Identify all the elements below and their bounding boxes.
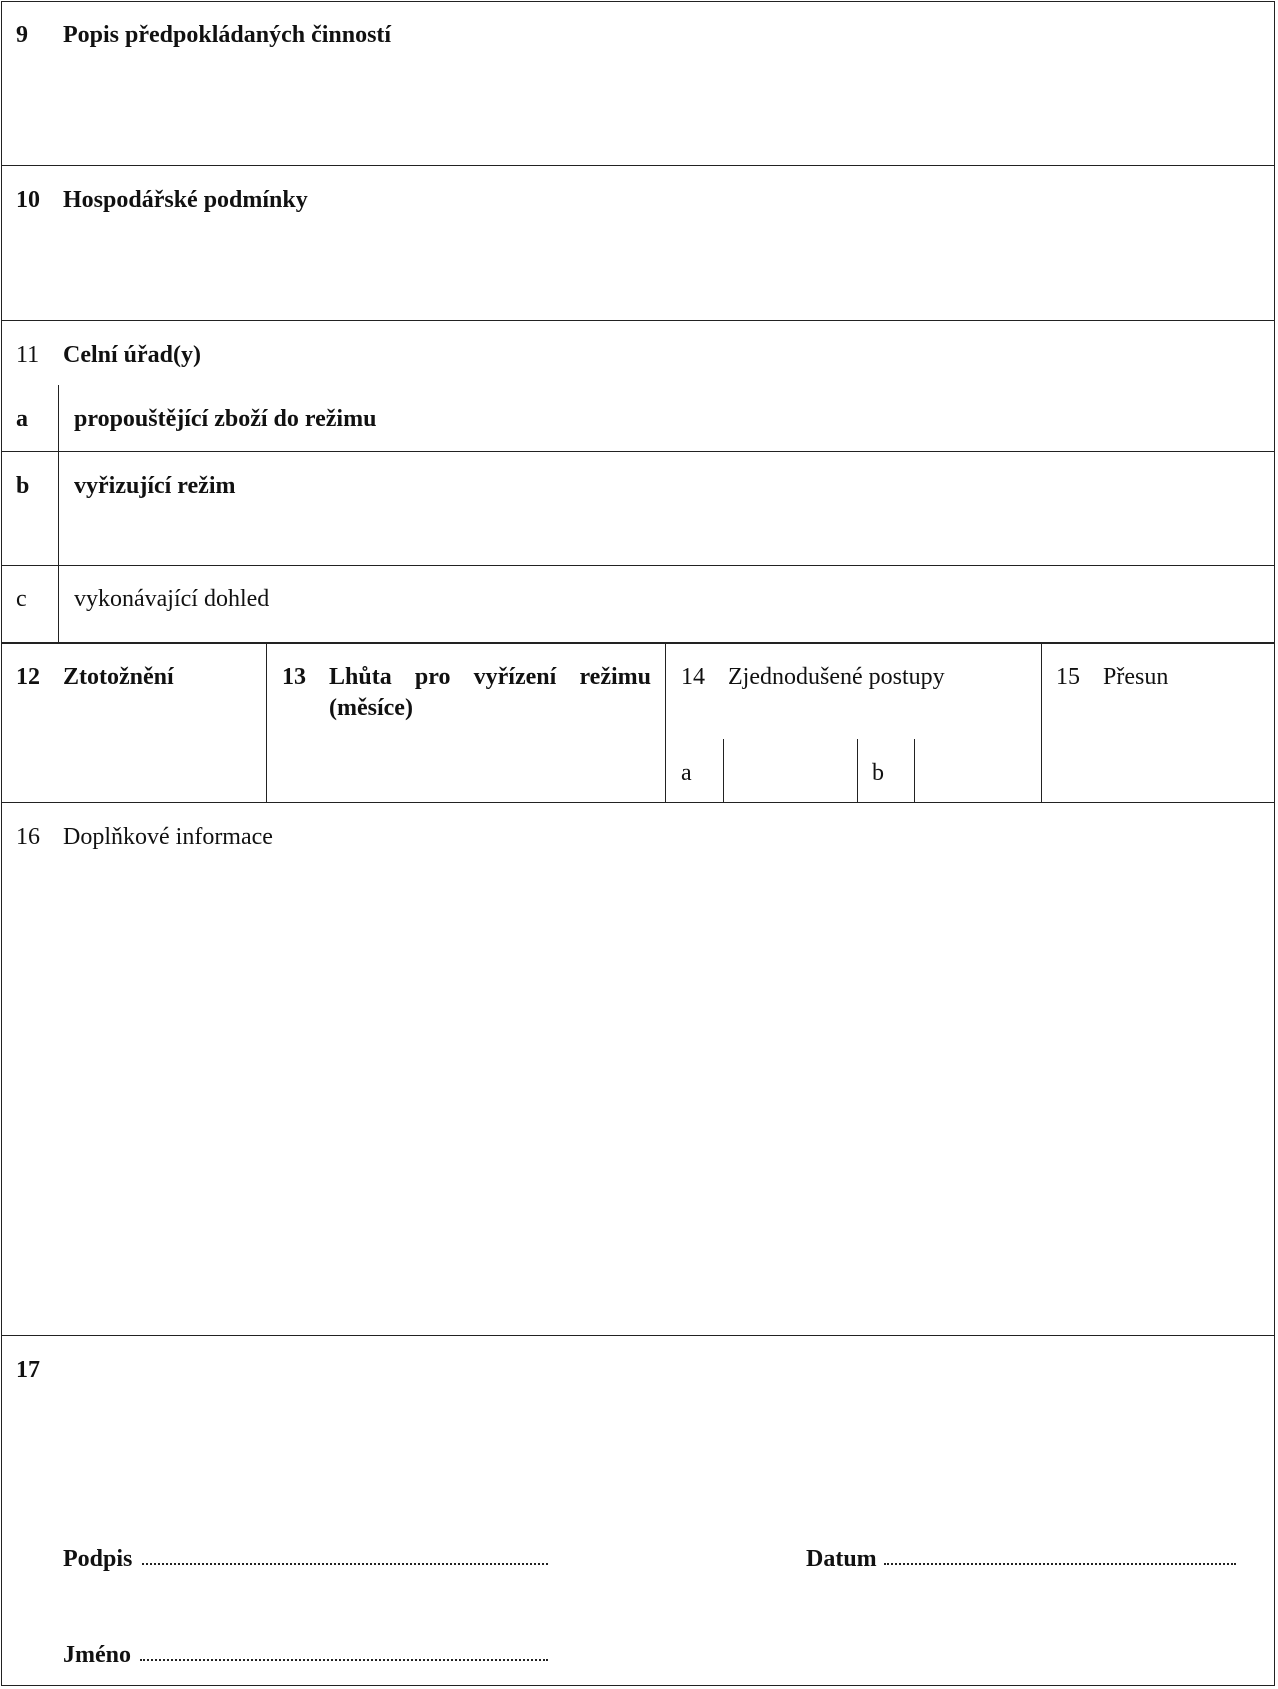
section-13-label: Lhůta pro vyřízení režimu xyxy=(329,664,651,690)
divider-11b-11c xyxy=(1,565,1275,566)
divider-10-11 xyxy=(1,320,1275,321)
section-11a-letter: a xyxy=(16,406,28,432)
section-16-label: Doplňkové informace xyxy=(63,824,273,850)
section-14b-letter: b xyxy=(872,760,884,786)
date-line[interactable] xyxy=(884,1563,1236,1565)
section-11-label: Celní úřad(y) xyxy=(63,342,201,368)
name-label: Jméno xyxy=(63,1642,131,1668)
date-label: Datum xyxy=(806,1546,877,1572)
section-12-number: 12 xyxy=(16,664,40,690)
section-11a-label: propouštějící zboží do režimu xyxy=(74,406,377,432)
section-12-label: Ztotožnění xyxy=(63,664,174,690)
section-10-label: Hospodářské podmínky xyxy=(63,187,308,213)
section-14-number: 14 xyxy=(681,664,705,690)
section-15-number: 15 xyxy=(1056,664,1080,690)
divider-12-16 xyxy=(1,802,1275,803)
signature-line[interactable] xyxy=(142,1563,548,1565)
section-14-label: Zjednodušené postupy xyxy=(728,664,945,690)
divider-14b-box xyxy=(914,739,915,802)
divider-14a-box xyxy=(723,739,724,802)
section-10-number: 10 xyxy=(16,187,40,213)
divider-11a-11b xyxy=(1,451,1275,452)
divider-13-14 xyxy=(665,642,666,802)
divider-14-15 xyxy=(1041,642,1042,802)
divider-16-17 xyxy=(1,1335,1275,1336)
section-13-number: 13 xyxy=(282,664,306,690)
name-line[interactable] xyxy=(140,1659,548,1661)
section-15-label: Přesun xyxy=(1103,664,1169,690)
section-13-label-unit: (měsíce) xyxy=(329,695,413,721)
section-14a-field[interactable] xyxy=(725,741,855,800)
section-9-label: Popis předpokládaných činností xyxy=(63,22,392,48)
section-11c-letter: c xyxy=(16,586,27,612)
divider-14a-14b xyxy=(857,739,858,802)
section-14a-letter: a xyxy=(681,760,692,786)
signature-label: Podpis xyxy=(63,1546,133,1572)
section-14b-field[interactable] xyxy=(916,741,1039,800)
divider-12-13 xyxy=(266,642,267,802)
section-17-number: 17 xyxy=(16,1357,40,1383)
divider-11-letters xyxy=(58,385,59,642)
section-11b-letter: b xyxy=(16,473,30,499)
divider-11-12 xyxy=(1,642,1275,644)
section-9-number: 9 xyxy=(16,22,28,48)
section-11c-label: vykonávající dohled xyxy=(74,586,270,612)
divider-9-10 xyxy=(1,165,1275,166)
section-16-number: 16 xyxy=(16,824,40,850)
section-11-number: 11 xyxy=(16,342,40,368)
section-11b-label: vyřizující režim xyxy=(74,473,236,499)
